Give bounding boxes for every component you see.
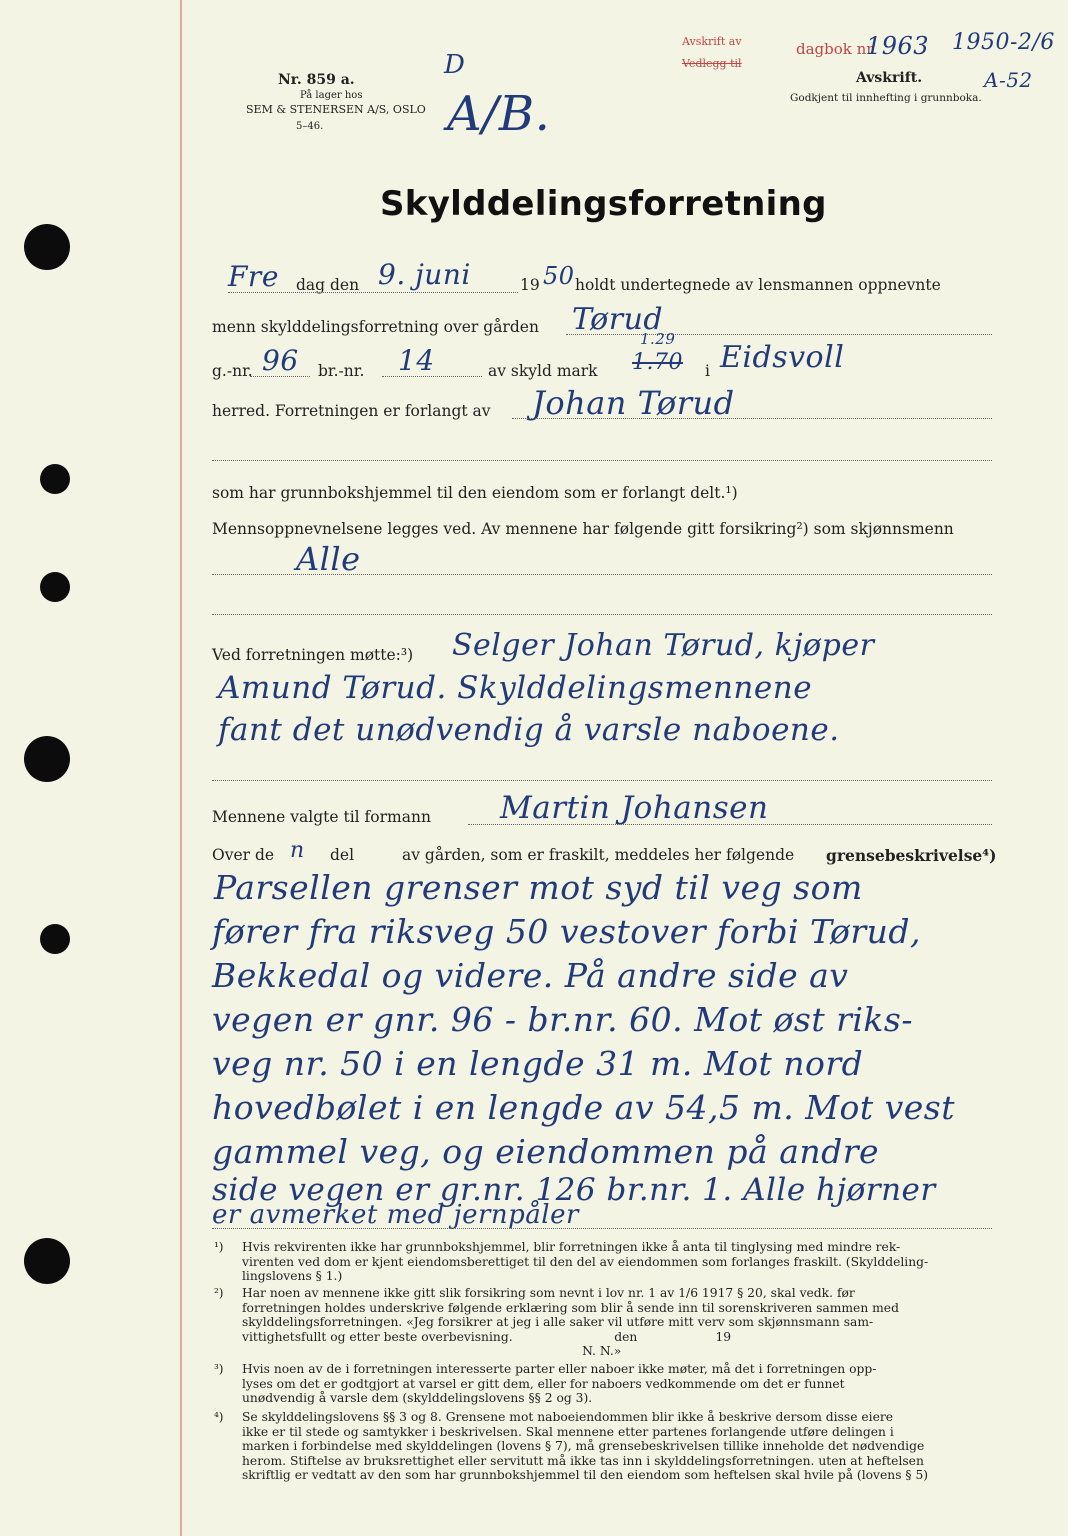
hw-attendance-line: Amund Tørud. Skylddelingsmennene <box>218 670 813 706</box>
hw-mark: 1.29 <box>640 330 676 348</box>
stamp-vedlegg: Vedlegg til <box>682 57 742 70</box>
hw-letter-d: D <box>444 50 466 80</box>
hw-border-line: Bekkedal og videre. På andre side av <box>212 956 849 995</box>
form-number: Nr. 859 a. <box>278 72 355 88</box>
hw-weekday: Fre <box>228 260 279 293</box>
hw-skjonnsmenn: Alle <box>296 540 361 578</box>
rule <box>250 376 310 377</box>
approved-text: Godkjent til innhefting i grunnboka. <box>790 92 982 104</box>
label-gaarden: menn skylddelingsforretning over gården <box>212 318 539 336</box>
label-mennsoppnevnelse: Mennsoppnevnelsene legges ved. Av mennene har følgende gitt forsikring²) som skjønnsmenn <box>212 520 954 538</box>
rule <box>566 334 992 335</box>
hw-date-day: 9. juni <box>378 258 471 291</box>
rule <box>228 292 518 293</box>
margin-line <box>180 0 182 1536</box>
date-code: 5–46. <box>296 121 324 132</box>
hw-border-line: gammel veg, og eiendommen på andre <box>212 1132 880 1171</box>
rule <box>212 460 992 461</box>
hw-mark-struck: 1.70 <box>632 350 683 375</box>
rule <box>212 614 992 615</box>
footnote-number: ²) <box>214 1286 224 1300</box>
stamp-dagbok: dagbok nr <box>796 40 874 58</box>
hw-brnr: 14 <box>398 344 435 377</box>
rule <box>212 574 992 575</box>
label-del: del <box>330 846 355 864</box>
hw-border-line: hovedbølet i en lengde av 54,5 m. Mot vest <box>212 1088 955 1127</box>
page-title: Skylddelingsforretning <box>380 184 827 224</box>
hw-attendance-line: fant det unødvendig å varsle naboene. <box>218 712 840 748</box>
rule <box>212 1228 992 1229</box>
hw-dagbok-number: 1963 <box>866 32 930 60</box>
footnote-text: Se skylddelingslovens §§ 3 og 8. Grensene mot naboeiendommen blir ikke å beskrive dersom disse eiere ikke er til stede og samtykker i beskrivelsen. Skal mennene etter partenes forlangende utføre delingen i marken i forbindelse med skylddelingen (lovens § 7), må grensebeskrivelsen tillike inneholde det nødvendige herom. Stiftelse av bruksrettighet eller servitutt må ikke tas inn i skylddelingsforretningen. uten at heftelsen skriftlig er vedtatt av den som har grunnbokshjemmel til den eiendom som heftelsen skal hvile på (lovens § 5) <box>242 1410 929 1483</box>
label-skyld: av skyld mark <box>488 362 598 380</box>
label-holdt: holdt undertegnede av lensmannen oppnevnte <box>575 276 941 294</box>
hw-requester: Johan Tørud <box>532 384 735 422</box>
avskrift-label: Avskrift. <box>856 70 923 86</box>
label-i: i <box>705 362 710 380</box>
hw-border-line: side vegen er gr.nr. 126 br.nr. 1. Alle hjørner <box>212 1172 936 1208</box>
hw-border-line: fører fra riksveg 50 vestover forbi Tørud, <box>212 912 921 951</box>
footnote-number: ¹) <box>214 1240 224 1254</box>
label-gnr: g.-nr. <box>212 362 253 380</box>
binder-hole <box>40 464 70 494</box>
footnote-number: ³) <box>214 1362 224 1376</box>
hw-border-line: er avmerket med jernpåler <box>212 1200 579 1230</box>
hw-chairman: Martin Johansen <box>500 790 769 826</box>
binder-hole <box>40 924 70 954</box>
hw-place: Eidsvoll <box>720 340 845 375</box>
publisher-line: SEM & STENERSEN A/S, OSLO <box>246 103 426 116</box>
stock-line: På lager hos <box>300 90 363 101</box>
footnote-text: Hvis noen av de i forretningen interesserte parter eller naboer ikke møter, må det i forretningen opp- lyses om det er godtgjort at varsel er gitt dem, eller for naboers vedkommende om det er funnet unødvendig å varsle dem (skylddelingslovens §§ 2 og 3). <box>242 1362 877 1406</box>
hw-year: 50 <box>543 262 575 290</box>
label-dag-den: dag den <box>296 276 360 294</box>
binder-hole <box>24 736 70 782</box>
label-brnr: br.-nr. <box>318 362 365 380</box>
label-grensebeskrivelse: grensebeskrivelse⁴) <box>826 846 997 865</box>
footnote-text: Hvis rekvirenten ikke har grunnbokshjemmel, blir forretningen ikke å anta til tinglysing med mindre rek- virenten ved dom er kjent eiendomsberettiget til den del av eiendommen som forlanges fraskilt. (Skylddeling- lingslovens § 1.) <box>242 1240 929 1284</box>
hw-attendance-line: Selger Johan Tørud, kjøper <box>452 628 875 663</box>
label-forlangt: herred. Forretningen er forlangt av <box>212 402 491 420</box>
rule <box>382 376 482 377</box>
hw-border-line: vegen er gnr. 96 - br.nr. 60. Mot øst riks- <box>212 1000 913 1039</box>
binder-hole <box>24 1238 70 1284</box>
hw-ref: A-52 <box>984 68 1033 92</box>
label-fraskilt: av gården, som er fraskilt, meddeles her følgende <box>402 846 795 864</box>
hw-ab: A/B. <box>447 86 551 142</box>
rule <box>212 780 992 781</box>
rule <box>512 418 992 419</box>
hw-gnr: 96 <box>262 344 299 377</box>
label-over-de: Over de <box>212 846 275 864</box>
hw-over-suffix: n <box>290 838 305 863</box>
hw-date: 1950-2/6 <box>952 30 1055 55</box>
label-formann: Mennene valgte til formann <box>212 808 431 826</box>
footnote-number: ⁴) <box>214 1410 224 1424</box>
label-century: 19 <box>520 276 540 294</box>
binder-hole <box>24 224 70 270</box>
footnote-text: Har noen av mennene ikke gitt slik forsikring som nevnt i lov nr. 1 av 1/6 1917 § 20, skal vedk. før forretningen holdes underskrive følgende erklæring som blir å sende inn til sorenskriveren sammen med skylddelingsforretningen. «Jeg forsikrer at jeg i alle saker vil utføre mitt verv som skjønnsmann sam- vittighetsfullt og etter beste overbevisning. den 19 N. N.» <box>242 1286 899 1359</box>
label-motte: Ved forretningen møtte:³) <box>212 646 414 664</box>
hw-farm: Tørud <box>572 302 664 337</box>
stamp-avskrift: Avskrift av <box>682 35 742 48</box>
rule <box>468 824 992 825</box>
hw-border-line: Parsellen grenser mot syd til veg som <box>214 868 863 907</box>
label-grunnbokshjemmel: som har grunnbokshjemmel til den eiendom som er forlangt delt.¹) <box>212 484 738 502</box>
binder-hole <box>40 572 70 602</box>
hw-border-line: veg nr. 50 i en lengde 31 m. Mot nord <box>212 1044 864 1083</box>
